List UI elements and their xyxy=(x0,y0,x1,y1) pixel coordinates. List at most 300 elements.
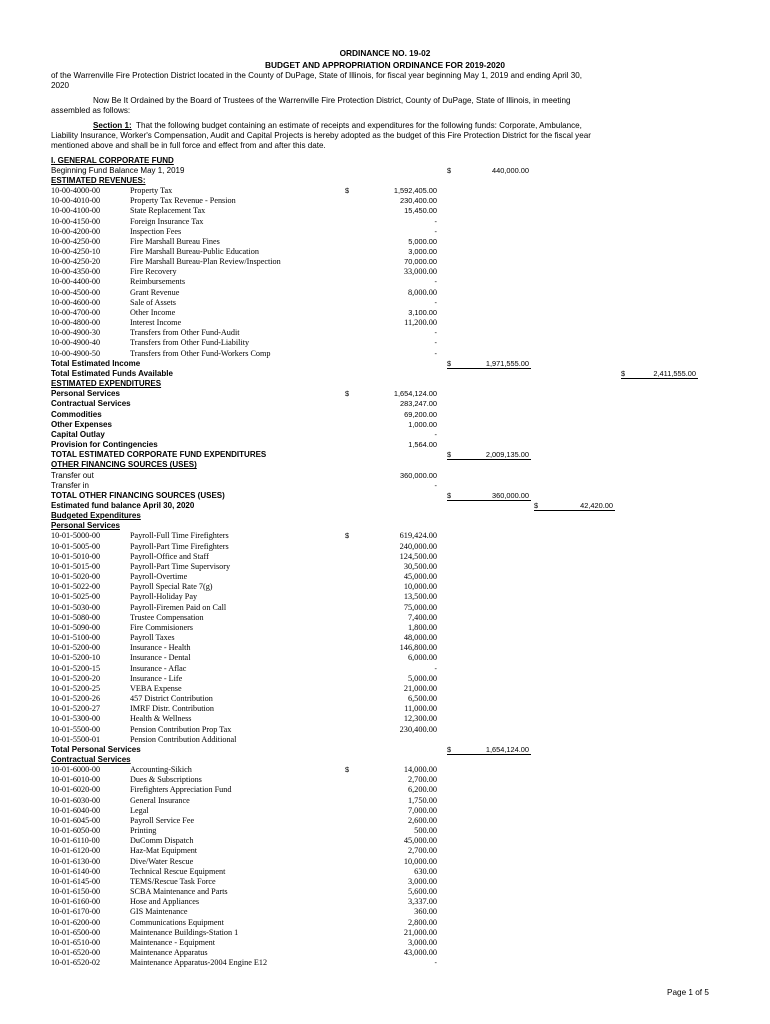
ledger-line-item xyxy=(51,938,721,948)
ledger-line-item xyxy=(51,796,721,806)
ledger-line-item xyxy=(51,277,721,287)
ledger-line-item xyxy=(51,613,721,623)
ledger-line-item xyxy=(51,928,721,938)
account-description: Grant Revenue xyxy=(130,287,180,297)
account-description: Haz-Mat Equipment xyxy=(130,846,198,856)
ledger-summary-row xyxy=(51,430,721,440)
account-description: Inspection Fees xyxy=(130,226,182,236)
account-description: Insurance - Health xyxy=(130,643,191,653)
ledger-line-item xyxy=(51,785,721,795)
account-number: 10-01-6170-00 xyxy=(51,907,101,917)
row-label: Beginning Fund Balance May 1, 2019 xyxy=(51,165,185,175)
amount-value: - xyxy=(434,216,437,226)
account-number: 10-00-4250-10 xyxy=(51,246,101,256)
amount-value: 33,000.00 xyxy=(403,267,437,277)
amount-value: 12,300.00 xyxy=(403,714,437,724)
amount-value: - xyxy=(434,429,437,439)
amount-value: 13,500.00 xyxy=(403,592,437,602)
dollar-sign: $ xyxy=(447,450,452,460)
ledger-summary-row xyxy=(51,491,721,501)
ledger-line-item xyxy=(51,572,721,582)
account-description: GIS Maintenance xyxy=(130,907,188,917)
account-description: IMRF Distr. Contribution xyxy=(130,704,214,714)
account-description: Fire Recovery xyxy=(130,267,177,277)
amount-value: 70,000.00 xyxy=(404,257,437,267)
account-number: 10-01-5500-01 xyxy=(51,734,101,744)
account-description: Payroll-Part Time Firefighters xyxy=(130,541,229,551)
amount-value: 1,592,405.00 xyxy=(393,186,437,195)
ledger-summary-row xyxy=(51,410,721,420)
ordain-line: assembled as follows: xyxy=(51,106,131,116)
amount-value: 6,000.00 xyxy=(407,653,437,663)
amount-value: 1,750.00 xyxy=(407,795,437,805)
ledger-summary-row xyxy=(51,501,721,511)
section-1-line: mentioned above and shall be in full force and effect from and after this date. xyxy=(51,141,326,151)
ledger-section-heading xyxy=(51,521,721,531)
account-number: 10-01-6150-00 xyxy=(51,887,101,896)
amount-value: 30,500.00 xyxy=(403,561,437,571)
amount-value: 2,800.00 xyxy=(407,917,437,927)
row-label: Commodities xyxy=(51,409,102,419)
account-description: Printing xyxy=(130,826,157,836)
row-label: ESTIMATED REVENUES: xyxy=(51,175,146,185)
account-number: 10-01-5080-00 xyxy=(51,612,101,622)
account-description: Insurance - Life xyxy=(130,673,183,683)
amount-value: 1,800.00 xyxy=(407,622,437,632)
account-number: 10-01-5005-00 xyxy=(51,541,101,551)
account-number: 10-01-5020-00 xyxy=(51,572,101,582)
account-number: 10-00-4000-00 xyxy=(51,186,101,195)
amount-value: 2,700.00 xyxy=(407,846,437,856)
account-number: 10-01-5200-15 xyxy=(51,663,101,673)
ordinance-title: BUDGET AND APPROPRIATION ORDINANCE FOR 2019-2020 xyxy=(265,60,505,70)
account-number: 10-01-5200-26 xyxy=(51,694,101,703)
dollar-sign: $ xyxy=(621,368,626,378)
account-number: 10-01-6010-00 xyxy=(51,775,101,785)
ledger-line-item xyxy=(51,735,721,745)
amount-value: 11,200.00 xyxy=(404,318,437,328)
row-label: Provision for Contingencies xyxy=(51,440,158,449)
amount-value: 10,000.00 xyxy=(403,856,437,866)
account-number: 10-00-4150-00 xyxy=(51,216,101,226)
account-description: Dive/Water Rescue xyxy=(130,856,194,866)
account-number: 10-01-5010-00 xyxy=(51,551,101,561)
amount-value: 619,424.00 xyxy=(399,531,437,541)
amount-value: 440,000.00 xyxy=(492,165,529,175)
row-label: Other Expenses xyxy=(51,419,112,429)
amount-value: 146,800.00 xyxy=(399,643,437,653)
account-description: Transfers from Other Fund-Liability xyxy=(130,338,250,348)
account-number: 10-00-4500-00 xyxy=(51,287,101,297)
account-number: 10-01-5015-00 xyxy=(51,561,101,571)
amount-value: 8,000.00 xyxy=(407,287,437,297)
account-description: Payroll Special Rate 7(g) xyxy=(130,582,213,592)
account-number: 10-00-4010-00 xyxy=(51,196,101,206)
ledger-line-item xyxy=(51,887,721,897)
ledger-line-item xyxy=(51,298,721,308)
amount-value: 3,000.00 xyxy=(407,937,437,947)
account-number: 10-01-6120-00 xyxy=(51,846,101,856)
ledger-line-item xyxy=(51,775,721,785)
amount-value: 2,411,555.00 xyxy=(653,368,696,378)
ledger-line-item xyxy=(51,877,721,887)
dollar-sign: $ xyxy=(345,186,350,195)
account-number: 10-01-6200-00 xyxy=(51,917,101,927)
ledger-line-item xyxy=(51,623,721,633)
ledger-summary-row xyxy=(51,399,721,409)
account-number: 10-01-6045-00 xyxy=(51,815,101,825)
ledger-summary-row xyxy=(51,359,721,369)
amount-value: - xyxy=(434,958,437,968)
account-number: 10-01-6510-00 xyxy=(51,937,101,947)
dollar-sign: $ xyxy=(447,490,452,500)
ledger-section-heading xyxy=(51,511,721,521)
account-number: 10-01-6050-00 xyxy=(51,826,101,836)
amount-value: 2,700.00 xyxy=(407,775,437,785)
account-description: Insurance - Dental xyxy=(130,653,191,663)
account-description: SCBA Maintenance and Parts xyxy=(130,887,228,896)
row-label: Estimated fund balance April 30, 2020 xyxy=(51,500,195,510)
account-description: Interest Income xyxy=(130,318,182,328)
amount-value: 7,400.00 xyxy=(407,612,437,622)
row-label: Personal Services xyxy=(51,389,120,399)
amount-value: 7,000.00 xyxy=(407,805,437,815)
ledger-line-item xyxy=(51,257,721,267)
ledger-line-item xyxy=(51,867,721,877)
amount-value: 11,000.00 xyxy=(404,704,437,714)
account-number: 10-01-6000-00 xyxy=(51,765,101,775)
ledger-line-item xyxy=(51,288,721,298)
amount-value: 230,400.00 xyxy=(399,724,437,734)
ledger-line-item xyxy=(51,237,721,247)
amount-value: 21,000.00 xyxy=(403,927,437,937)
ordinance-number: ORDINANCE NO. 19-02 xyxy=(339,48,431,58)
amount-value: 2,600.00 xyxy=(407,815,437,825)
ledger-line-item xyxy=(51,826,721,836)
dollar-sign: $ xyxy=(447,744,452,754)
amount-value: 45,000.00 xyxy=(403,572,437,582)
row-label: Total Estimated Funds Available xyxy=(51,368,173,378)
amount-value: 45,000.00 xyxy=(403,836,437,846)
amount-value: 5,600.00 xyxy=(407,887,437,896)
account-description: Transfers from Other Fund-Workers Comp xyxy=(130,348,271,358)
account-description: Maintenance - Equipment xyxy=(130,937,216,947)
account-description: Insurance - Aflac xyxy=(130,663,187,673)
ledger-line-item xyxy=(51,948,721,958)
ledger-line-item xyxy=(51,318,721,328)
amount-value: 42,420.00 xyxy=(580,500,613,510)
row-label: Transfer in xyxy=(51,480,89,490)
ledger-line-item xyxy=(51,582,721,592)
intro-line: 2020 xyxy=(51,81,70,91)
ledger-line-item xyxy=(51,633,721,643)
amount-value: 360.00 xyxy=(414,907,437,917)
row-label: Contractual Services xyxy=(51,754,131,764)
account-number: 10-01-6500-00 xyxy=(51,927,101,937)
ledger-line-item xyxy=(51,907,721,917)
amount-value: 21,000.00 xyxy=(403,683,437,693)
section-1-text: That the following budget containing an estimate of receipts and expenditures for the following funds: Corporate, Ambulance, xyxy=(136,121,582,130)
ledger-line-item xyxy=(51,653,721,663)
ledger-line-item xyxy=(51,857,721,867)
account-number: 10-01-5090-00 xyxy=(51,622,101,632)
page-number: Page 1 of 5 xyxy=(667,988,709,997)
account-number: 10-01-5100-00 xyxy=(51,633,101,642)
ledger-line-item xyxy=(51,603,721,613)
ledger-line-item xyxy=(51,897,721,907)
dollar-sign: $ xyxy=(345,389,350,399)
account-description: Transfers from Other Fund-Audit xyxy=(130,328,240,338)
ledger-section-heading xyxy=(51,460,721,470)
account-description: Legal xyxy=(130,805,149,815)
account-description: Payroll-Full Time Firefighters xyxy=(130,531,229,541)
ledger-line-item xyxy=(51,338,721,348)
amount-value: - xyxy=(434,338,437,348)
account-number: 10-01-5030-00 xyxy=(51,602,101,612)
amount-value: - xyxy=(434,480,437,490)
amount-value: 5,000.00 xyxy=(407,673,437,683)
account-number: 10-00-4250-20 xyxy=(51,257,101,267)
row-label: ESTIMATED EXPENDITURES xyxy=(51,379,162,388)
account-description: Other Income xyxy=(130,307,176,317)
account-description: TEMS/Rescue Task Force xyxy=(130,876,216,886)
account-number: 10-01-6140-00 xyxy=(51,866,101,876)
amount-value: 75,000.00 xyxy=(403,602,437,612)
ledger-summary-row xyxy=(51,420,721,430)
account-description: Fire Marshall Bureau-Public Education xyxy=(130,246,259,256)
ledger-line-item xyxy=(51,806,721,816)
ledger-line-item xyxy=(51,196,721,206)
account-description: Trustee Compensation xyxy=(130,612,204,622)
account-number: 10-01-5025-00 xyxy=(51,592,101,602)
account-description: Property Tax xyxy=(130,186,173,195)
ledger-summary-row xyxy=(51,481,721,491)
ledger-line-item xyxy=(51,643,721,653)
account-number: 10-01-6160-00 xyxy=(51,897,101,907)
ledger-line-item xyxy=(51,836,721,846)
ledger-section-heading xyxy=(51,156,721,166)
account-description: Maintenance Apparatus-2004 Engine E12 xyxy=(130,958,268,968)
ledger-line-item xyxy=(51,247,721,257)
ledger-line-item xyxy=(51,816,721,826)
amount-value: 3,337.00 xyxy=(407,897,437,907)
ledger-line-item xyxy=(51,531,721,541)
ledger-line-item xyxy=(51,725,721,735)
account-number: 10-00-4100-00 xyxy=(51,206,101,216)
dollar-sign: $ xyxy=(345,531,350,541)
account-number: 10-01-5022-00 xyxy=(51,582,101,592)
dollar-sign: $ xyxy=(447,358,452,368)
ledger-line-item xyxy=(51,308,721,318)
amount-value: 6,200.00 xyxy=(407,785,437,795)
amount-value: - xyxy=(434,328,437,338)
ledger-summary-row xyxy=(51,745,721,755)
ledger-line-item xyxy=(51,206,721,216)
amount-value: 240,000.00 xyxy=(399,541,437,551)
ledger-line-item xyxy=(51,694,721,704)
amount-value: 124,500.00 xyxy=(399,551,437,561)
account-description: Dues & Subscriptions xyxy=(130,775,202,785)
ledger-line-item xyxy=(51,349,721,359)
ledger-line-item xyxy=(51,542,721,552)
account-description: Maintenance Buildings-Station 1 xyxy=(130,927,239,937)
ledger-line-item xyxy=(51,684,721,694)
amount-value: 1,654,124.00 xyxy=(485,744,529,754)
account-number: 10-00-4900-50 xyxy=(51,348,101,358)
amount-value: 3,100.00 xyxy=(408,307,437,317)
account-number: 10-01-6030-00 xyxy=(51,795,101,805)
ledger-line-item xyxy=(51,958,721,968)
row-label: Transfer out xyxy=(51,470,94,480)
row-label: Capital Outlay xyxy=(51,429,105,439)
amount-value: 48,000.00 xyxy=(403,633,437,642)
account-description: Payroll-Part Time Supervisory xyxy=(130,561,231,571)
ledger-section-heading xyxy=(51,176,721,186)
amount-value: 1,971,555.00 xyxy=(485,358,529,368)
ledger-summary-row xyxy=(51,166,721,176)
row-label: Contractual Services xyxy=(51,399,131,409)
section-1-line: Liability Insurance, Worker's Compensation, Audit and Capital Projects is hereby adopted as the budget of this Fire Protection District for the fiscal year xyxy=(51,131,591,141)
dollar-sign: $ xyxy=(345,765,350,775)
account-number: 10-01-5000-00 xyxy=(51,531,101,541)
ledger-line-item xyxy=(51,714,721,724)
ordain-paragraph xyxy=(51,96,711,116)
ledger-line-item xyxy=(51,918,721,928)
amount-value: 1,564.00 xyxy=(408,440,437,449)
account-number: 10-01-6520-02 xyxy=(51,958,101,968)
ledger-section-heading xyxy=(51,379,721,389)
ledger-line-item xyxy=(51,674,721,684)
account-description: Payroll Service Fee xyxy=(130,815,195,825)
ledger-line-item xyxy=(51,592,721,602)
account-description: VEBA Expense xyxy=(130,683,182,693)
amount-value: - xyxy=(434,277,437,287)
account-description: Maintenance Apparatus xyxy=(130,948,208,957)
account-number: 10-01-5500-00 xyxy=(51,724,101,734)
account-description: Reimbursements xyxy=(130,277,186,287)
account-number: 10-00-4600-00 xyxy=(51,297,101,307)
amount-value: 1,654,124.00 xyxy=(393,389,437,399)
ledger-line-item xyxy=(51,765,721,775)
account-description: Health & Wellness xyxy=(130,714,192,724)
ledger-summary-row xyxy=(51,369,721,379)
amount-value: 360,000.00 xyxy=(400,470,437,480)
account-number: 10-01-5200-10 xyxy=(51,653,101,663)
amount-value: 230,400.00 xyxy=(400,196,437,206)
account-description: Accounting-Sikich xyxy=(130,765,192,775)
ledger-line-item xyxy=(51,267,721,277)
account-description: Payroll Taxes xyxy=(130,633,175,642)
account-description: Property Tax Revenue - Pension xyxy=(130,196,236,206)
account-description: State Replacement Tax xyxy=(130,206,206,216)
amount-value: - xyxy=(434,663,437,673)
account-description: Fire Commisioners xyxy=(130,622,193,632)
account-description: Fire Marshall Bureau Fines xyxy=(130,236,220,246)
ledger-line-item xyxy=(51,552,721,562)
amount-value: 14,000.00 xyxy=(403,765,437,775)
amount-value: 360,000.00 xyxy=(492,490,529,500)
account-number: 10-01-5300-00 xyxy=(51,714,101,724)
row-label: TOTAL OTHER FINANCING SOURCES (USES) xyxy=(51,490,225,500)
amount-value: 500.00 xyxy=(414,826,437,836)
account-number: 10-00-4900-40 xyxy=(51,338,101,348)
account-number: 10-01-6020-00 xyxy=(51,785,101,795)
ledger-line-item xyxy=(51,704,721,714)
ledger-line-item xyxy=(51,227,721,237)
ledger-line-item xyxy=(51,217,721,227)
account-description: General Insurance xyxy=(130,795,190,805)
dollar-sign: $ xyxy=(447,165,452,175)
section-1-paragraph xyxy=(51,121,721,151)
account-number: 10-00-4250-00 xyxy=(51,236,101,246)
amount-value: - xyxy=(434,297,437,307)
ledger-line-item xyxy=(51,846,721,856)
amount-value: 15,450.00 xyxy=(404,206,437,216)
amount-value: 3,000.00 xyxy=(407,876,437,886)
account-number: 10-01-6145-00 xyxy=(51,876,101,886)
amount-value: 69,200.00 xyxy=(404,409,437,419)
section-1-label: Section 1: xyxy=(93,121,132,130)
ledger-summary-row xyxy=(51,389,721,399)
account-number: 10-00-4800-00 xyxy=(51,318,101,328)
account-number: 10-00-4400-00 xyxy=(51,277,101,287)
ledger-line-item xyxy=(51,186,721,196)
row-label: TOTAL ESTIMATED CORPORATE FUND EXPENDITURES xyxy=(51,450,267,460)
amount-value: 2,009,135.00 xyxy=(485,450,529,460)
row-label: Total Estimated Income xyxy=(51,358,141,368)
account-description: DuComm Dispatch xyxy=(130,836,194,846)
ledger-summary-row xyxy=(51,440,721,450)
intro-line: of the Warrenville Fire Protection District located in the County of DuPage, State of Illinois, for fiscal year beginning May 1, 2019 and ending April 30, xyxy=(51,71,583,80)
account-number: 10-01-6040-00 xyxy=(51,805,101,815)
dollar-sign: $ xyxy=(534,500,539,510)
amount-value: 283,247.00 xyxy=(400,399,437,409)
account-description: Pension Contribution Additional xyxy=(130,734,237,744)
account-description: Sale of Assets xyxy=(130,297,176,307)
intro-paragraph xyxy=(51,71,711,91)
amount-value: 5,000.00 xyxy=(408,236,437,246)
account-description: Payroll-Firemen Paid on Call xyxy=(130,602,227,612)
account-number: 10-01-6520-00 xyxy=(51,948,101,957)
amount-value: - xyxy=(434,226,437,236)
account-description: Payroll-Office and Staff xyxy=(130,551,209,561)
row-label: Personal Services xyxy=(51,521,120,531)
ledger-line-item xyxy=(51,328,721,338)
amount-value: 630.00 xyxy=(414,866,437,876)
amount-value: 10,000.00 xyxy=(403,582,437,592)
section-1-line xyxy=(51,121,721,131)
ledger-line-item xyxy=(51,664,721,674)
amount-value: 1,000.00 xyxy=(408,419,437,429)
account-number: 10-01-5200-20 xyxy=(51,673,101,683)
account-description: Foreign Insurance Tax xyxy=(130,216,204,226)
ordain-line: Now Be It Ordained by the Board of Trustees of the Warrenville Fire Protection District, County of DuPage, State of Illinois, in meeting xyxy=(93,96,571,105)
account-number: 10-01-6130-00 xyxy=(51,856,101,866)
row-label: I. GENERAL CORPORATE FUND xyxy=(51,155,174,165)
account-number: 10-01-5200-00 xyxy=(51,643,101,653)
account-number: 10-01-5200-27 xyxy=(51,704,101,714)
ledger-section-heading xyxy=(51,755,721,765)
account-number: 10-00-4700-00 xyxy=(51,307,101,317)
account-description: Fire Marshall Bureau-Plan Review/Inspection xyxy=(130,257,281,267)
account-number: 10-00-4900-30 xyxy=(51,328,101,338)
ledger-line-item xyxy=(51,562,721,572)
account-description: 457 District Contribution xyxy=(130,694,213,703)
row-label: Budgeted Expenditures xyxy=(51,511,141,521)
amount-value: 43,000.00 xyxy=(403,948,437,957)
account-description: Payroll-Overtime xyxy=(130,572,188,582)
amount-value: 6,500.00 xyxy=(407,694,437,703)
